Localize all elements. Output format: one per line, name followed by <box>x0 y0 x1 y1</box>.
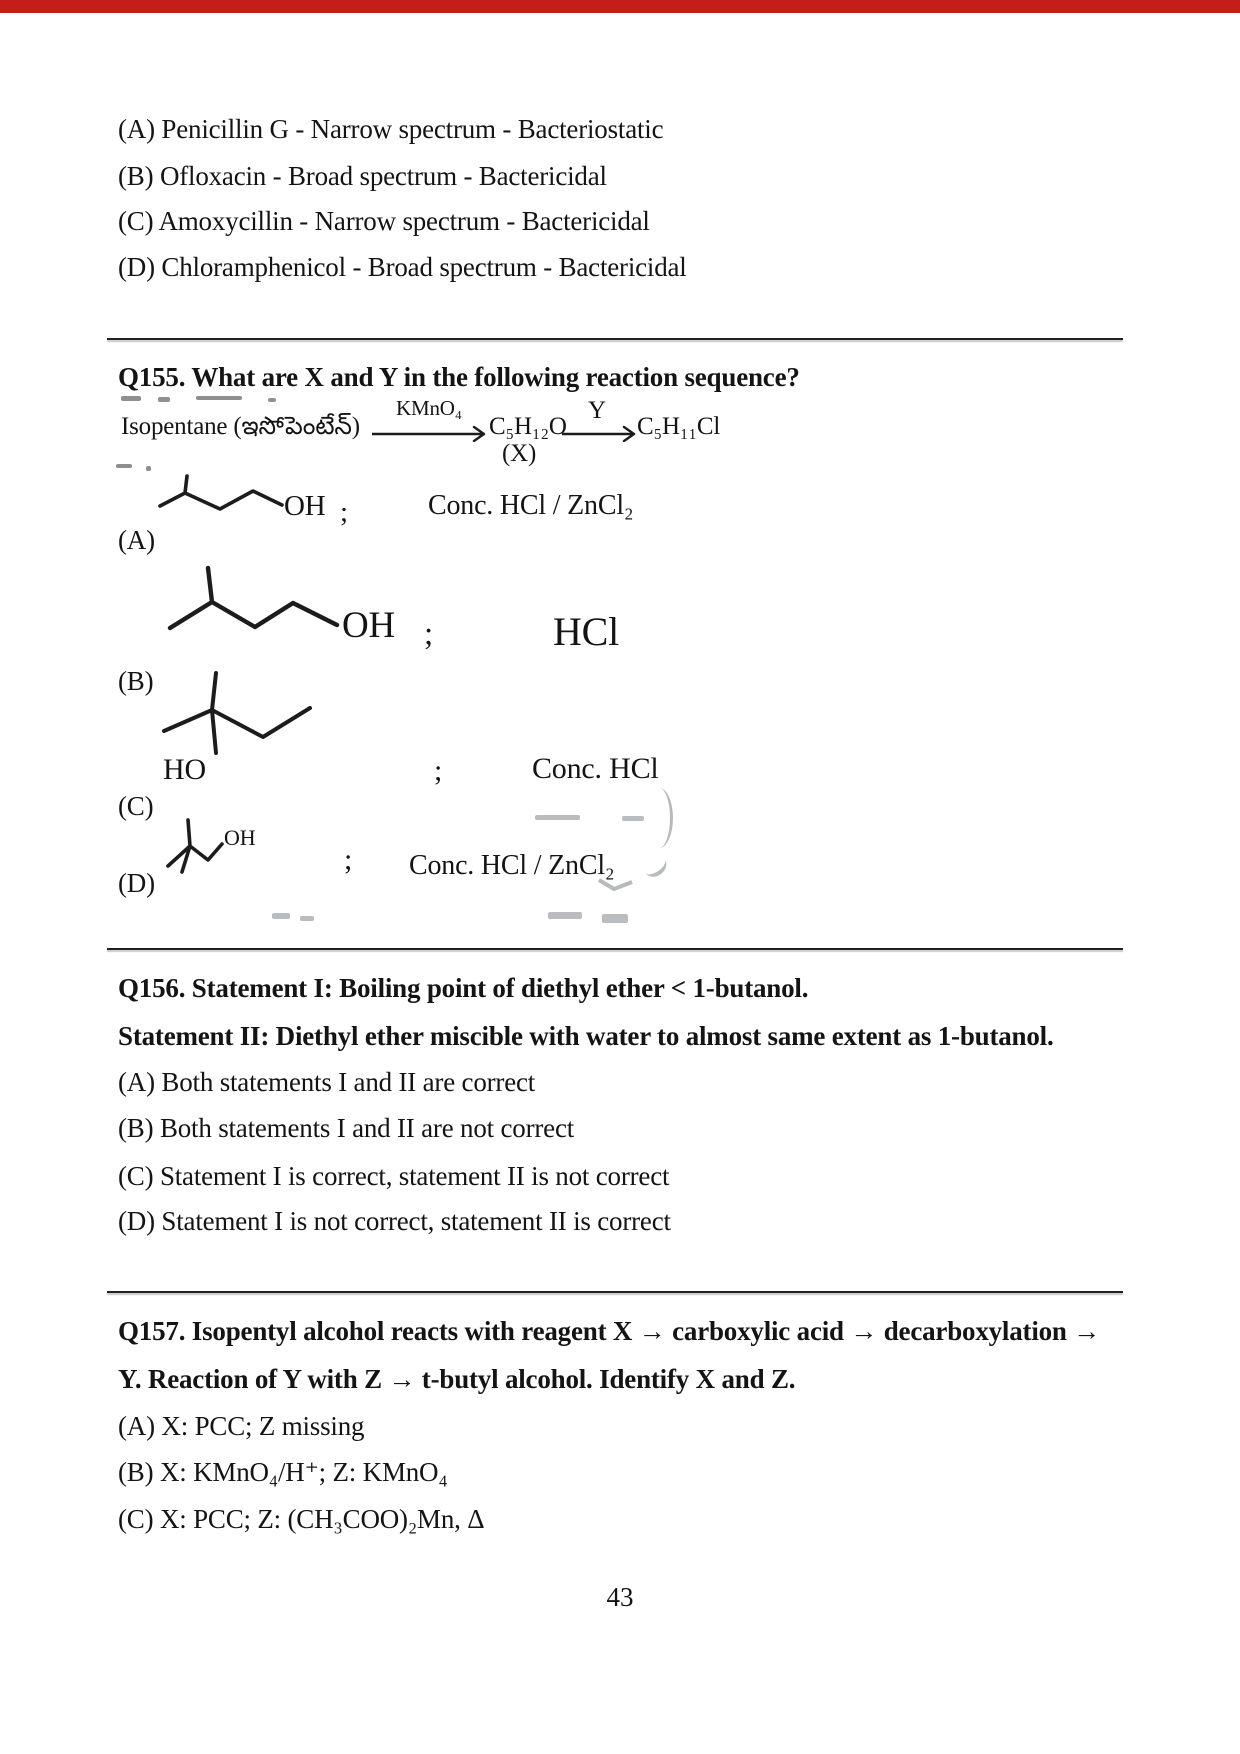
option-label-c: (C) <box>118 791 154 821</box>
option-label-d: (D) <box>118 868 155 898</box>
scan-artifact <box>598 878 634 892</box>
q156-statement2: Statement II: Diethyl ether miscible with water to almost same extent as 1-butanol. <box>118 1021 1054 1051</box>
scan-artifact <box>622 816 644 821</box>
reaction-arrow-1 <box>372 422 490 442</box>
q156-option-a: (A) Both statements I and II are correct <box>118 1067 536 1097</box>
reaction-intermediate-label: (X) <box>502 440 537 467</box>
scan-artifact <box>268 398 276 402</box>
separator-d: ; <box>344 843 353 876</box>
q155-heading: Q155. What are X and Y in the following reaction sequence? <box>118 362 800 392</box>
structure-isopentyl-alcohol-b <box>165 560 345 635</box>
reaction-arrow-2 <box>562 422 640 442</box>
q156-option-d: (D) Statement I is not correct, statement II is correct <box>118 1206 671 1236</box>
reagent-a: Conc. HCl / ZnCl₂ <box>428 490 634 521</box>
q156-option-c: (C) Statement I is correct, statement II is not correct <box>118 1161 670 1191</box>
reagent-d: Conc. HCl / ZnCl₂ <box>409 850 615 881</box>
scan-artifact <box>116 464 132 468</box>
scan-artifact <box>272 913 290 919</box>
scan-artifact <box>639 851 670 881</box>
q157-heading-line1: Q157. Isopentyl alcohol reacts with reagent X → carboxylic acid → decarboxylation → <box>118 1316 1101 1346</box>
q157-option-b: (B) X: KMnO₄/H⁺; Z: KMnO₄ <box>118 1457 448 1487</box>
page-number: 43 <box>606 1582 634 1612</box>
q157-option-a: (A) X: PCC; Z missing <box>118 1411 365 1441</box>
separator-b: ; <box>424 616 433 652</box>
q157-option-c: (C) X: PCC; Z: (CH₃COO)₂Mn, Δ <box>118 1504 485 1534</box>
top-red-bar <box>0 0 1240 13</box>
scan-artifact <box>158 397 170 402</box>
scan-artifact <box>300 916 314 921</box>
structure-2-methyl-2-butanol <box>158 666 318 761</box>
structure-neopentyl-alcohol <box>162 814 272 878</box>
reagent-c: Conc. HCl <box>532 752 659 785</box>
scan-artifact <box>535 815 580 820</box>
option-label-a: (A) <box>118 525 155 555</box>
hydroxyl-label-d: OH <box>224 825 256 850</box>
reaction-intermediate: C₅H₁₂O <box>489 413 567 440</box>
reagent-b: HCl <box>553 609 620 654</box>
reaction-reactant: Isopentane (ఇసోపెంటేన్) <box>121 413 360 440</box>
prev-option-b: (B) Ofloxacin - Broad spectrum - Bactericidal <box>118 161 607 191</box>
reaction-reagent1: KMnO₄ <box>396 396 462 420</box>
structure-isopentyl-alcohol-a <box>152 468 292 520</box>
separator-a: ; <box>340 496 348 528</box>
q157-heading-line2: Y. Reaction of Y with Z → t-butyl alcohol. Identify X and Z. <box>118 1364 796 1394</box>
separator-c: ; <box>434 754 443 787</box>
hydroxyl-label-a: OH <box>284 490 326 522</box>
scan-artifact <box>548 912 582 919</box>
scan-artifact <box>121 396 141 401</box>
scan-artifact <box>196 396 242 400</box>
prev-option-c: (C) Amoxycillin - Narrow spectrum - Bactericidal <box>118 206 650 236</box>
q156-option-b: (B) Both statements I and II are not correct <box>118 1113 575 1143</box>
prev-option-a: (A) Penicillin G - Narrow spectrum - Bacteriostatic <box>118 114 664 144</box>
scan-artifact <box>602 914 628 923</box>
divider <box>107 338 1123 340</box>
scan-artifact <box>650 788 673 848</box>
prev-option-d: (D) Chloramphenicol - Broad spectrum - Bactericidal <box>118 252 687 282</box>
divider <box>107 1291 1123 1293</box>
reaction-reagent2: Y <box>588 397 606 424</box>
option-label-b: (B) <box>118 666 154 696</box>
hydroxyl-label-b: OH <box>342 605 396 646</box>
divider <box>107 948 1123 950</box>
reaction-product: C₅H₁₁Cl <box>637 413 721 440</box>
q156-heading: Q156. Statement I: Boiling point of diethyl ether < 1-butanol. <box>118 973 809 1003</box>
hydroxyl-label-c: HO <box>163 753 206 786</box>
scan-artifact <box>146 466 151 471</box>
